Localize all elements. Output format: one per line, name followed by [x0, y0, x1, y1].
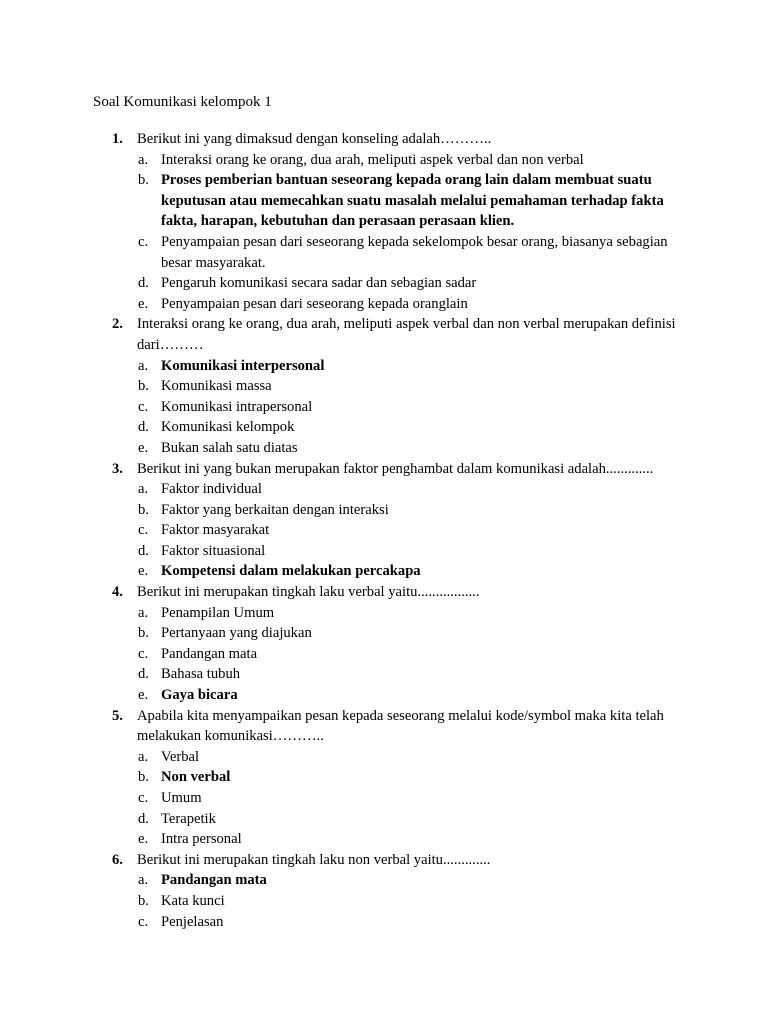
question-stem — [0, 706, 768, 747]
option-letter: c. — [138, 398, 149, 415]
option-text: Pandangan mata — [161, 645, 258, 662]
option-e — [0, 829, 768, 850]
option-text: Intra personal — [161, 831, 242, 848]
option-text: Pertanyaan yang diajukan — [161, 625, 312, 642]
option-text: Non verbal — [161, 769, 231, 786]
option-letter: c. — [138, 233, 149, 250]
option-letter: d. — [138, 419, 149, 436]
option-letter: e. — [138, 687, 149, 704]
question-text: Berikut ini merupakan tingkah laku non verbal yaitu............. — [137, 851, 491, 868]
option-list — [0, 870, 768, 932]
option-text: Proses pemberian bantuan seseorang kepada orang lain dalam membuat suatu keputusan atau memecahkan suatu masalah melalui pemahaman terhadap fakta fakta, harapan, kebutuhan dan perasaan perasaan klien. — [161, 172, 664, 230]
option-b — [0, 891, 768, 912]
question-stem — [0, 582, 768, 603]
question-3 — [0, 459, 768, 583]
option-letter: e. — [138, 831, 149, 848]
option-letter: e. — [138, 295, 149, 312]
question-stem — [0, 850, 768, 871]
option-letter: b. — [138, 172, 149, 189]
question-stem — [0, 314, 768, 355]
option-text: Faktor individual — [161, 481, 262, 498]
option-e — [0, 294, 768, 315]
question-text: Interaksi orang ke orang, dua arah, meliputi aspek verbal dan non verbal merupakan definisi dari……… — [137, 316, 676, 353]
option-text: Komunikasi interpersonal — [161, 357, 325, 374]
option-list — [0, 603, 768, 706]
option-text: Faktor situasional — [161, 542, 266, 559]
option-text: Penampilan Umum — [161, 604, 275, 621]
option-text: Verbal — [161, 748, 200, 765]
option-e — [0, 685, 768, 706]
option-text: Penyampaian pesan dari seseorang kepada sekelompok besar orang, biasanya sebagian besar masyarakat. — [161, 233, 668, 271]
option-letter: b. — [138, 378, 149, 395]
question-text: Berikut ini yang dimaksud dengan konseling adalah……….. — [137, 131, 492, 147]
option-letter: a. — [138, 357, 149, 374]
option-c — [0, 232, 768, 273]
option-list — [0, 150, 768, 315]
option-text: Komunikasi intrapersonal — [161, 398, 313, 415]
option-letter: a. — [138, 748, 149, 765]
question-number: 6. — [112, 851, 123, 868]
option-text: Bahasa tubuh — [161, 666, 241, 683]
option-c — [0, 788, 768, 809]
option-text: Penjelasan — [161, 913, 224, 930]
option-b — [0, 767, 768, 788]
option-text: Komunikasi kelompok — [161, 419, 295, 436]
option-letter: c. — [138, 522, 149, 539]
question-number: 1. — [112, 131, 123, 147]
question-number: 5. — [112, 707, 123, 724]
option-letter: b. — [138, 769, 149, 786]
option-d — [0, 273, 768, 294]
option-a — [0, 150, 768, 171]
document-title: Soal Komunikasi kelompok 1 — [93, 94, 272, 110]
option-letter: d. — [138, 275, 149, 292]
option-letter: d. — [138, 666, 149, 683]
option-text: Kata kunci — [161, 892, 225, 909]
option-d — [0, 664, 768, 685]
option-c — [0, 912, 768, 933]
option-letter: e. — [138, 439, 149, 456]
question-number: 4. — [112, 584, 123, 601]
option-e — [0, 561, 768, 582]
option-letter: c. — [138, 913, 149, 930]
option-a — [0, 747, 768, 768]
option-text: Faktor masyarakat — [161, 522, 270, 539]
option-text: Gaya bicara — [161, 687, 238, 704]
question-1 — [0, 129, 768, 314]
question-6 — [0, 850, 768, 932]
question-5 — [0, 706, 768, 850]
option-text: Faktor yang berkaitan dengan interaksi — [161, 501, 389, 518]
question-text: Berikut ini merupakan tingkah laku verbal yaitu................. — [137, 584, 480, 601]
question-number: 3. — [112, 460, 123, 477]
question-stem — [0, 459, 768, 480]
question-stem — [0, 129, 768, 150]
option-a — [0, 356, 768, 377]
option-letter: e. — [138, 563, 149, 580]
option-e — [0, 438, 768, 459]
option-letter: a. — [138, 151, 149, 168]
option-b — [0, 623, 768, 644]
option-text: Interaksi orang ke orang, dua arah, meliputi aspek verbal dan non verbal — [161, 151, 584, 168]
option-letter: a. — [138, 481, 149, 498]
option-a — [0, 870, 768, 891]
option-d — [0, 809, 768, 830]
option-c — [0, 520, 768, 541]
option-letter: c. — [138, 645, 149, 662]
option-c — [0, 397, 768, 418]
option-letter: b. — [138, 501, 149, 518]
option-letter: c. — [138, 790, 149, 806]
option-a — [0, 479, 768, 500]
option-list — [0, 747, 768, 850]
option-text: Penyampaian pesan dari seseorang kepada oranglain — [161, 295, 468, 312]
question-2 — [0, 314, 768, 458]
option-text: Kompetensi dalam melakukan percakapa — [161, 563, 421, 580]
option-letter: a. — [138, 604, 149, 621]
option-letter: b. — [138, 625, 149, 642]
option-text: Bukan salah satu diatas — [161, 439, 298, 456]
question-number: 2. — [112, 316, 123, 333]
option-list — [0, 356, 768, 459]
option-d — [0, 541, 768, 562]
option-text: Pengaruh komunikasi secara sadar dan sebagian sadar — [161, 275, 477, 292]
option-letter: d. — [138, 542, 149, 559]
option-text: Umum — [161, 790, 202, 806]
option-letter: d. — [138, 810, 149, 827]
question-list — [0, 129, 768, 932]
option-letter: a. — [138, 872, 149, 889]
option-d — [0, 417, 768, 438]
option-b — [0, 170, 768, 232]
option-c — [0, 644, 768, 665]
option-a — [0, 603, 768, 624]
question-4 — [0, 582, 768, 706]
option-text: Terapetik — [161, 810, 216, 827]
question-text: Berikut ini yang bukan merupakan faktor penghambat dalam komunikasi adalah............. — [137, 460, 654, 477]
option-b — [0, 500, 768, 521]
option-b — [0, 376, 768, 397]
option-text: Komunikasi massa — [161, 378, 272, 395]
option-letter: b. — [138, 892, 149, 909]
option-text: Pandangan mata — [161, 872, 267, 889]
option-list — [0, 479, 768, 582]
question-text: Apabila kita menyampaikan pesan kepada seseorang melalui kode/symbol maka kita telah melakukan komunikasi……….. — [137, 707, 664, 745]
